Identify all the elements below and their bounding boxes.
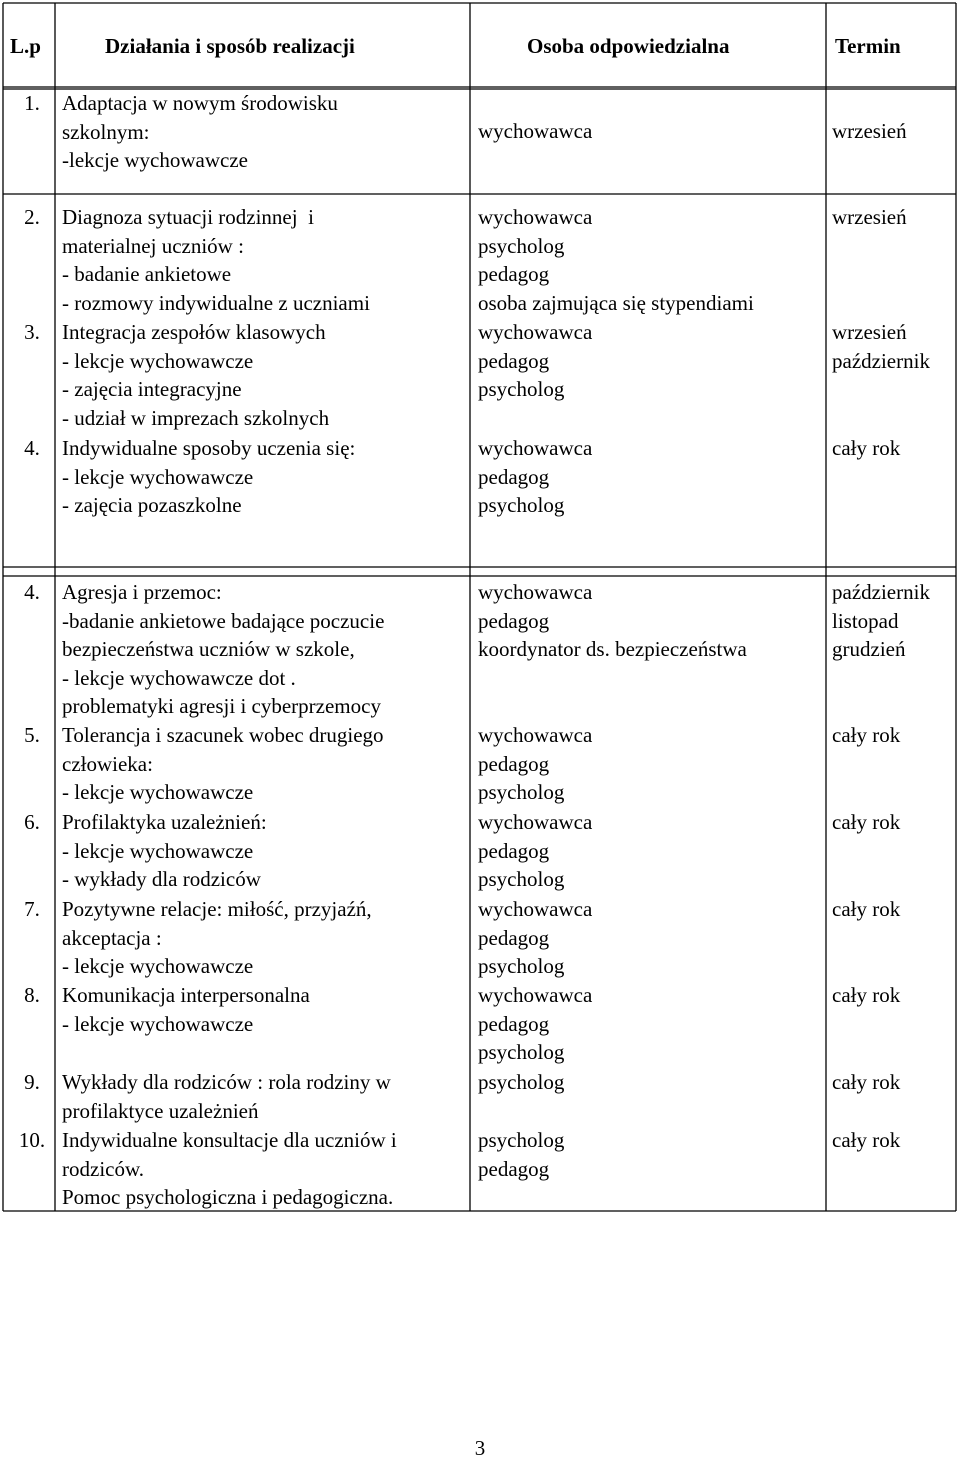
row-termin: cały rok: [832, 897, 901, 921]
row-action: Pozytywne relacje: miłość, przyjaźń, akceptacja : - lekcje wychowawcze: [62, 897, 372, 979]
row-osoba: wychowawca pedagog psycholog: [478, 320, 593, 402]
row-action: Tolerancja i szacunek wobec drugiego człowieka: - lekcje wychowawcze: [62, 723, 384, 805]
row-number: 7.: [24, 897, 40, 921]
header-lp: L.p: [10, 34, 41, 58]
row-termin: wrzesień: [832, 119, 907, 143]
header-dzialania: Działania i sposób realizacji: [105, 34, 355, 58]
row-termin: cały rok: [832, 983, 901, 1007]
row-termin: cały rok: [832, 436, 901, 460]
row-osoba: psycholog pedagog: [478, 1128, 565, 1181]
row-osoba: wychowawca pedagog psycholog: [478, 436, 593, 518]
row-termin: cały rok: [832, 1128, 901, 1152]
row-number: 2.: [24, 205, 40, 229]
row-number: 9.: [24, 1070, 40, 1094]
row-action: Diagnoza sytuacji rodzinnej i materialnej uczniów : - badanie ankietowe - rozmowy indywidualne z uczniami: [62, 205, 370, 315]
row-termin: cały rok: [832, 810, 901, 834]
row-termin: wrzesień październik: [832, 320, 930, 373]
row-osoba: wychowawca psycholog pedagog osoba zajmująca się stypendiami: [478, 205, 754, 315]
row-osoba: wychowawca pedagog koordynator ds. bezpieczeństwa: [478, 580, 747, 662]
row-osoba: psycholog: [478, 1070, 565, 1094]
row-action: Indywidualne konsultacje dla uczniów i rodziców. Pomoc psychologiczna i pedagogiczna.: [62, 1128, 397, 1210]
row-action: Komunikacja interpersonalna - lekcje wychowawcze: [62, 983, 310, 1036]
row-termin: cały rok: [832, 723, 901, 747]
row-termin: wrzesień: [832, 205, 907, 229]
row-termin: cały rok: [832, 1070, 901, 1094]
row-number: 5.: [24, 723, 40, 747]
row-number: 3.: [24, 320, 40, 344]
header-osoba: Osoba odpowiedzialna: [527, 34, 730, 58]
row-action: Integracja zespołów klasowych - lekcje wychowawcze - zajęcia integracyjne - udział w imprezach szkolnych: [62, 320, 330, 430]
row-number: 8.: [24, 983, 40, 1007]
row-action: Wykłady dla rodziców : rola rodziny w profilaktyce uzależnień: [62, 1070, 391, 1123]
row-osoba: wychowawca pedagog psycholog: [478, 983, 593, 1065]
row-action: Profilaktyka uzależnień: - lekcje wychowawcze - wykłady dla rodziców: [62, 810, 267, 892]
row-osoba: wychowawca pedagog psycholog: [478, 897, 593, 979]
row-action: Agresja i przemoc: -badanie ankietowe badające poczucie bezpieczeństwa uczniów w szkole, - lekcje wychowawcze dot . problematyki agresji i cyberprzemocy: [62, 580, 385, 719]
row-osoba: wychowawca pedagog psycholog: [478, 810, 593, 892]
row-osoba: wychowawca pedagog psycholog: [478, 723, 593, 805]
row-number: 6.: [24, 810, 40, 834]
row-osoba: wychowawca: [478, 119, 593, 143]
row-number: 10.: [18, 1128, 46, 1152]
row-number: 1.: [24, 91, 40, 115]
row-action: Indywidualne sposoby uczenia się: - lekcje wychowawcze - zajęcia pozaszkolne: [62, 436, 356, 518]
row-action: Adaptacja w nowym środowisku szkolnym: -lekcje wychowawcze: [62, 91, 338, 173]
page-number: 3: [474, 1436, 486, 1460]
row-termin: październik listopad grudzień: [832, 580, 930, 662]
row-number: 4.: [24, 436, 40, 460]
header-termin: Termin: [835, 34, 901, 58]
row-number: 4.: [24, 580, 40, 604]
